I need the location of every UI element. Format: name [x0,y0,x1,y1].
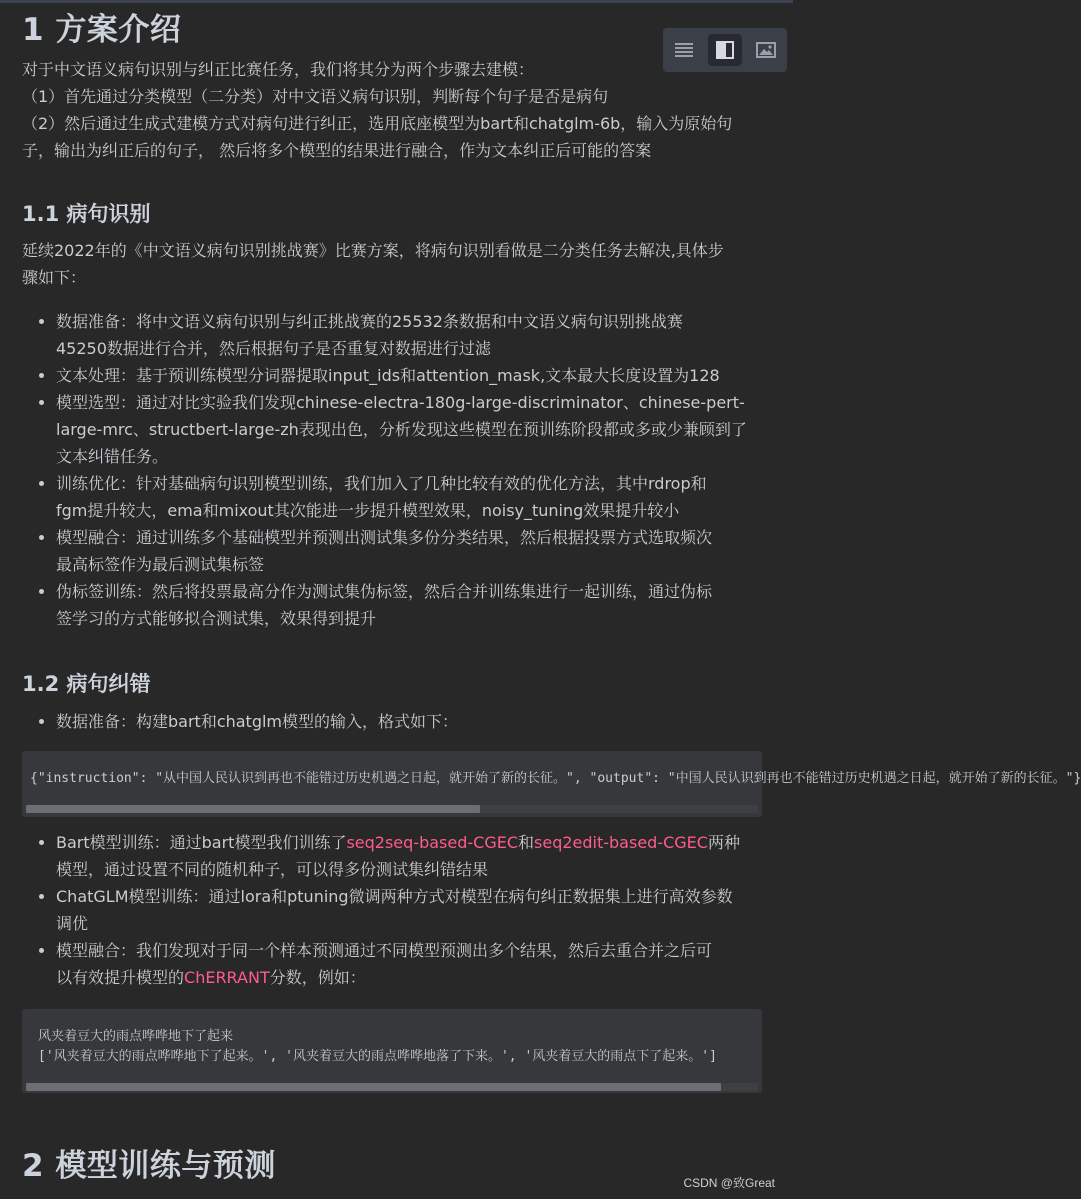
section-title-1-1: 1.1 病句识别 [22,202,151,226]
code-block-json[interactable] [22,751,1081,817]
list-item [56,524,796,578]
section11-intro [22,237,762,291]
code-block-example[interactable] [22,1009,762,1093]
code-scrollbar-thumb[interactable] [26,805,480,813]
list-item-text: 文本纠错任务。 [56,447,169,466]
list-item-text: 模型选型：通过对比实验我们发现chinese-electra-180g-large-discriminator、chinese-pert- [56,393,745,412]
section-title-1: 1 方案介绍 [22,12,182,48]
list-item-text: 模型融合：我们发现对于同一个样本预测通过不同模型预测出多个结果，然后去重合并之后可 [56,941,713,960]
list-item-text: 训练优化：针对基础病句识别模型训练，我们加入了几种比较有效的优化方法，其中rdrop和 [56,474,707,493]
split-view-button[interactable] [708,34,742,66]
recognition-steps-list [22,308,796,632]
list-item [56,389,796,470]
correction-list-2 [22,829,796,991]
step1-text: （1）首先通过分类模型（二分类）对中文语义病句识别，判断每个句子是否是病句 [22,87,609,106]
top-border [0,0,793,3]
section-title-2: 2 模型训练与预测 [22,1148,276,1184]
list-item-text: ChatGLM模型训练：通过lora和ptuning微调两种方式对模型在病句纠正数据集上进行高效参数 [56,887,733,906]
list-item [56,308,796,362]
list-item [56,829,796,883]
code-scrollbar[interactable] [26,805,758,813]
list-item-text: 和 [518,833,535,852]
list-item-text: 模型融合：通过训练多个基础模型并预测出测试集多份分类结果，然后根据投票方式选取频次 [56,528,713,547]
image-view-icon [756,42,776,58]
image-view-button[interactable] [749,34,783,66]
list-item-text: 文本处理：基于预训练模型分词器提取input_ids和attention_mask,文本最大长度设置为128 [56,366,720,385]
list-item-text: large-mrc、structbert-large-zh表现出色，分析发现这些模型在预训练阶段都或多或少兼顾到了 [56,420,747,439]
list-item [56,470,796,524]
list-item-text: Bart模型训练：通过bart模型我们训练了 [56,833,347,852]
list-view-icon [675,42,693,58]
list-item-text: 签学习的方式能够拟合测试集，效果得到提升 [56,609,377,628]
section1-body [22,56,762,164]
list-item-text: 数据准备：构建bart和chatglm模型的输入，格式如下： [56,712,459,731]
list-item-text: 伪标签训练：然后将投票最高分作为测试集伪标签，然后合并训练集进行一起训练，通过伪标 [56,582,713,601]
split-view-icon [716,41,734,59]
section11-intro-line1: 延续2022年的《中文语义病句识别挑战赛》比赛方案，将病句识别看做是二分类任务去解决,具体步 [22,241,724,260]
list-item-text: 调优 [56,914,89,933]
list-view-button[interactable] [667,34,701,66]
link-cherrant[interactable]: ChERRANT [184,968,270,987]
intro-text: 对于中文语义病句识别与纠正比赛任务，我们将其分为两个步骤去建模： [22,60,535,79]
code-line: 风夹着豆大的雨点哗哗地下了起来 [38,1029,234,1044]
list-item [56,708,796,735]
code-scrollbar[interactable] [26,1083,758,1091]
list-item-text: 以有效提升模型的 [56,968,185,987]
list-item-text: fgm提升较大，ema和mixout其次能进一步提升模型效果，noisy_tuning效果提升较小 [56,501,680,520]
section11-intro-line2: 骤如下： [22,268,87,287]
section-title-1-2: 1.2 病句纠错 [22,672,151,696]
list-item [56,937,796,991]
step2-line1: （2）然后通过生成式建模方式对病句进行纠正，选用底座模型为bart和chatglm-6b，输入为原始句 [22,114,733,133]
list-item [56,883,796,937]
list-item-text: 两种 [707,833,740,852]
list-item-text: 分数，例如： [269,968,366,987]
list-item-text: 45250数据进行合并，然后根据句子是否重复对数据进行过滤 [56,339,491,358]
list-item-text: 模型，通过设置不同的随机种子，可以得多份测试集纠错结果 [56,860,489,879]
link-seq2seq-cgec[interactable]: seq2seq-based-CGEC [346,833,518,852]
correction-list-1 [22,708,796,735]
watermark: CSDN @致Great [683,1176,775,1190]
code-text: {"instruction": "从中国人民认识到再也不能错过历史机遇之日起，就开始了新的长征。", "output": "中国人民认识到再也不能错过历史机遇之日起，就开始了新的长征。"} [30,771,1081,786]
view-mode-toolbar [663,28,787,72]
link-seq2edit-cgec[interactable]: seq2edit-based-CGEC [534,833,708,852]
code-scrollbar-thumb[interactable] [26,1083,721,1091]
list-item [56,578,796,632]
list-item-text: 最高标签作为最后测试集标签 [56,555,265,574]
code-line: ['风夹着豆大的雨点哗哗地下了起来。', '风夹着豆大的雨点哗哗地落了下来。', '风夹着豆大的雨点下了起来。'] [38,1049,717,1064]
list-item [56,362,796,389]
list-item-text: 数据准备：将中文语义病句识别与纠正挑战赛的25532条数据和中文语义病句识别挑战赛 [56,312,683,331]
step2-line2: 子，输出为纠正后的句子， 然后将多个模型的结果进行融合，作为文本纠正后可能的答案 [22,141,652,160]
